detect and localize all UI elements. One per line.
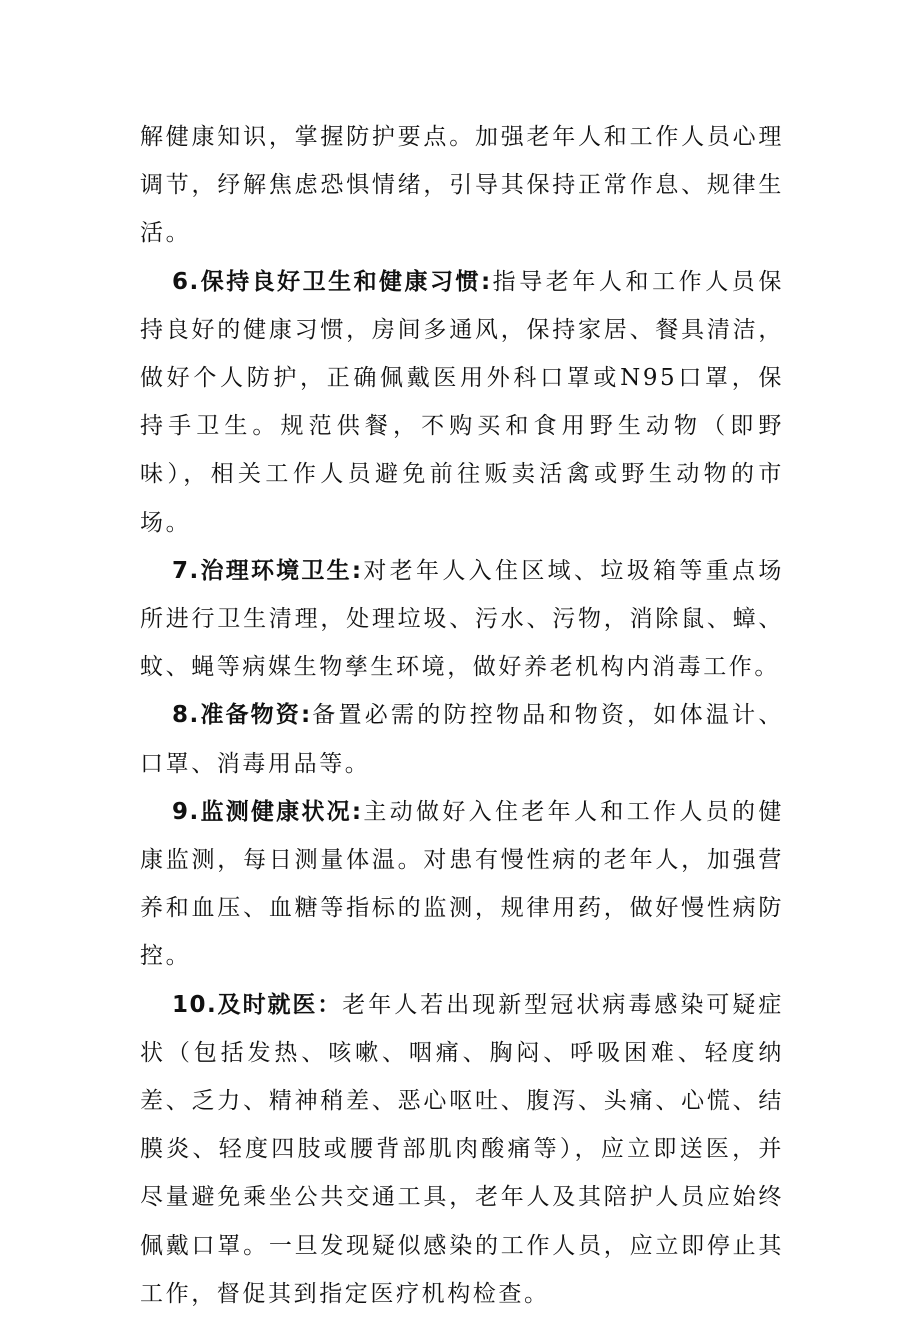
paragraph-supplies: [140, 691, 784, 787]
paragraph-seek-medical-care: [140, 981, 784, 1318]
paragraph-body: 指导老年人和工作人员保持良好的健康习惯，房间多通风，保持家居、餐具清洁，做好个人防护，正确佩戴医用外科口罩或N95口罩，保持手卫生。规范供餐，不购买和食用野生动物（即野味），相关工作人员避免前往贩卖活禽或野生动物的市场。: [140, 268, 784, 536]
paragraph-health-monitoring: [140, 788, 784, 981]
paragraph-body: 备置必需的防控物品和物资，如体温计、口罩、消毒用品等。: [140, 702, 784, 777]
paragraph-hygiene-habits: [140, 258, 784, 547]
paragraph-heading: 9.监测健康状况:: [172, 798, 363, 825]
paragraph-continued: [140, 113, 784, 258]
paragraph-environment: [140, 547, 784, 692]
paragraph-body: 对老年人入住区域、垃圾箱等重点场所进行卫生清理，处理垃圾、污水、污物，消除鼠、蟑、蚊、蝇等病媒生物孳生环境，做好养老机构内消毒工作。: [140, 557, 784, 681]
paragraph-body: 解健康知识，掌握防护要点。加强老年人和工作人员心理调节，纾解焦虑恐惧情绪，引导其保持正常作息、规律生活。: [140, 124, 784, 247]
paragraph-heading: 7.治理环境卫生:: [172, 557, 363, 584]
document-page: [140, 113, 784, 1318]
paragraph-body: 老年人若出现新型冠状病毒感染可疑症状（包括发热、咳嗽、咽痛、胸闷、呼吸困难、轻度纳差、乏力、精神稍差、恶心呕吐、腹泻、头痛、心慌、结膜炎、轻度四肢或腰背部肌肉酸痛等），应立即送医，并尽量避免乘坐公共交通工具，老年人及其陪护人员应始终佩戴口罩。一旦发现疑似感染的工作人员，应立即停止其工作，督促其到指定医疗机构检查。: [140, 991, 784, 1307]
paragraph-body: 主动做好入住老年人和工作人员的健康监测，每日测量体温。对患有慢性病的老年人，加强营养和血压、血糖等指标的监测，规律用药，做好慢性病防控。: [140, 798, 784, 970]
paragraph-heading: 6.保持良好卫生和健康习惯:: [172, 268, 492, 295]
paragraph-heading: 10.及时就医：: [172, 991, 343, 1018]
paragraph-heading: 8.准备物资:: [172, 702, 312, 729]
